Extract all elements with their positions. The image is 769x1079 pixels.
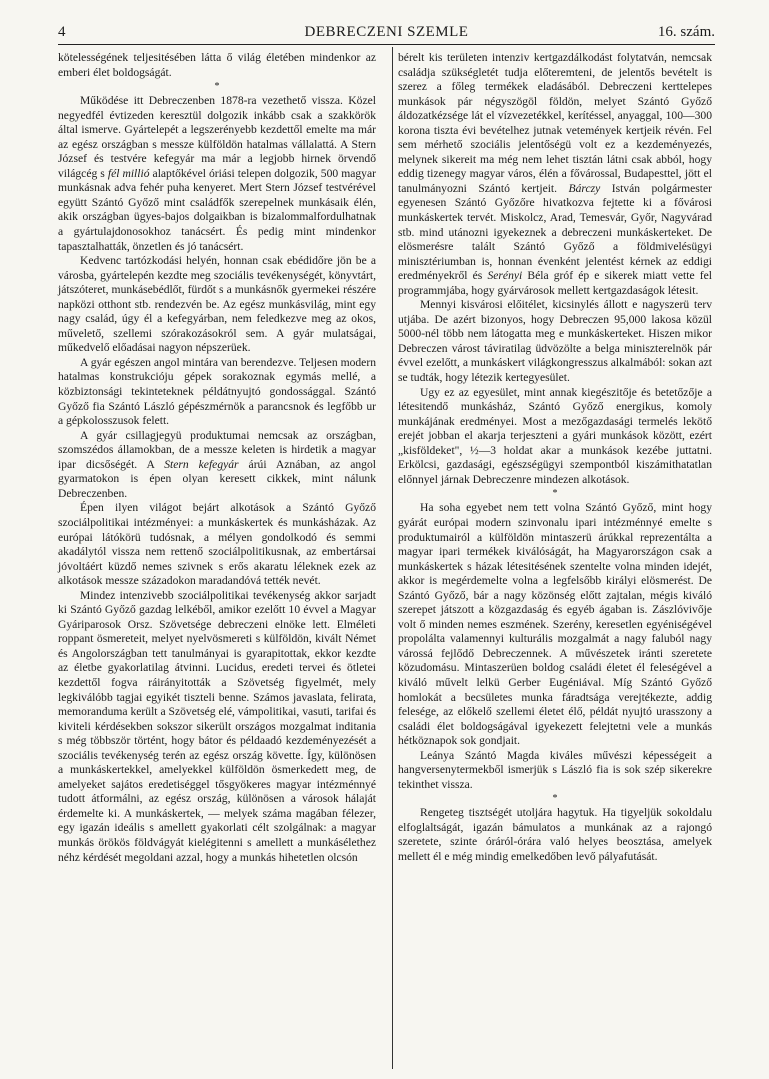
right-column: [398, 51, 712, 865]
paragraph: Ugy ez az egyesület, mint annak kiegészitője és betetőzője a létesitendő munkásház, Szántó Győző energikus, komoly munkájának eredményei. Most a mezőgazdasági termelés lekötő erejét jobban el akarja terjeszteni a gyári munkások között, ezért „kisföldeket", ½—3 holdat akar a munkások kezébe juttatni. Erkölcsi, gazdasági, egészségügyi szempontból kiszámithatatlan előnnyel járnak Debreczenre mindezen alkotások.: [398, 385, 712, 486]
column-divider: [392, 47, 393, 1069]
paragraph: A gyár csillagjegyü produktumai nemcsak az országban, szomszédos államokban, de a messze keleten is hirdetik a magyar ipar dicsőségét. A Stern kefegyár árúi Aznában, az angol gyarmatokon is épen olyan keresett cikkek, mint nálunk Debreczenben.: [58, 428, 376, 500]
journal-title: DEBRECZENI SZEMLE: [304, 24, 469, 40]
paragraph: Leánya Szántó Magda kiváles művészi képességeit a hangversenytermekből ismerjük s László fia is sok szép sikerekre tekinthet vissza.: [398, 748, 712, 791]
paragraph: A gyár egészen angol mintára van berendezve. Teljesen modern hatalmas konstrukcióju gépek sorakoznak egymás mellé, a közbiztonsági tekinteteknek példátnyujtó gondossággal. Szántó Győző fia Szántó László gépészmérnök a parancsnok és legfőbb ur a gépkolosszusok felett.: [58, 355, 376, 428]
paragraph: Működése itt Debreczenben 1878-ra vezethető vissza. Közel negyedfél évtizeden keresztül dolgozik inkább csak a szakkörök által ismerve. Gyártelepét a legszerényebb kezdettől emelte ma már az egész országban s messze külföldön hatalmas vállalattá. A Stern József és testvére kefegyár ma már a legjobb hirnek örvendő világcég s fél millió alaptőkével óriási telepen dolgozik, 500 magyar munkásnak adva fehér puha kenyeret. Mert Stern József testvérével együtt Szántó Győző mint családfők szerepelnek munkásaik élén, akik országban ügyes-bajos dolgaikban is bizalommalfordulhatnak a gyártulajdonosokhoz tanácsért. És pedig mint mindenkor tapasztalhatták, önzetlen és jó tanácsért.: [58, 94, 376, 253]
paragraph: Épen ilyen világot bejárt alkotások a Szántó Győző szociálpolitikai intézményei: a munkáskertek és munkásházak. Az európai látókörü tudósnak, a mélyen gondolkodó és semmi akadálytól vissza nem rettenő szociálpolitikusnak, az embertársai jóvoltáért küzdő nemes szivnek s erős akaratu léleknek ezek az alkotások messze századokon maradandóvá tették nevét.: [58, 501, 376, 588]
page-header: [58, 22, 715, 45]
paragraph: Mindez intenzivebb szociálpolitikai tevékenység akkor sarjadt ki Szántó Győző gazdag lelkéből, amikor ezelőtt 10 évvel a Magyar Gyáriparosok Orsz. Szövetsége debreczeni elnöke lett. Elméleti roppant ösmereteit, melyet nyelvösmereti s külföldön, kivált Német és Angolországban tett tanulmányai is gyarapitottak, ekkor kezdte az életbe gyakorlatilag átvinni. Lucidus, eredeti tervei és ötletei kezdettől fogva ráirányitották a Szövetség figyelmét, mely legkiválóbb tagjai egyikét tiszteli benne. Számos javaslata, felirata, memorandumа került a Szövetség elé, vámpolitikai, vasuti, tarifai és kiviteli kérdésekben sokszor sikerült országos mozgalmat inditania s még többször történt, hogy bátor és példaadó kezdeményezését a szociális tevékenység terén az egész ország követte. Így, különösen a munkáskertekkel, amelyekkel külföldön ösmerkedett meg, de amelyeket sajátos eredetiséggel tősgyökeres magyar intézménnyé tudott átformálni, az egész ország, különösen a városok hálaját érdemelte ki. A munkáskertek, — melyek száma magában félezer, egy igazán ideális s amellett gyakorlati célt szolgálnak: a magyar munkás örökös földvágyát kielégitenni s amellett a munkásélethez néhz kérdését megoldani azzal, hogy a munkás hihetetlen olcsón: [58, 588, 376, 864]
section-separator: *: [214, 81, 220, 93]
paragraph: Mennyi kisvárosi előitélet, kicsinylés állott e nagyszerü terv utjába. De azért bizonyos, hogy Debreczen 95,000 lakosa közül 5000-nél több nem látogatta meg e munkáskerteket. Hiszen mikor Debreczen várost táviratilag üdvözölte a belga miniszterelnök pár évvel ezelőtt, a munkáskert világkongresszus alkalmából: sokan azt se tudták, hogy létezik kertegyesület.: [398, 298, 712, 385]
section-separator: *: [552, 793, 558, 805]
page-number: 4: [58, 24, 66, 40]
paragraph: bérelt kis területen intenziv kertgazdálkodást folytatván, nemcsak családja szükségletét tudja előteremteni, de jelentős bevételt is szerez a főleg termékek eladásából. Debreczeni kerttelepes munkások pár négyszögöl földön, melyet Szántó Győző áldozatkézsége lát el vízvezetékkel, kerítéssel, anyaggal, 100—300 korona tiszta évi bevételhez jutnak vetemények kertjeik révén. Fel sem mérhető szociális jelentőségü volt ez a kezdeményezés, melynek sikereit ma még nem lehet tisztán látni csak abból, hogy eddig tizenegy magyar város, élén a fővárossal, Budapesttel, jött el tanulmányozni Szántó kertjeit. Bárczy István polgármester egyenesen Szántó Győzőre hivatkozva fejtette ki a fővárosi munkáskertek tervét. Miskolcz, Arad, Temesvár, Győr, Nagyvárad stb. mind utánozni igyekeznek a debreczeni munkáskerteket. De elösmerésre talált Szántó Győző a földmivelésügyi minisztériumban is, honnan évenként jelentést kérnek az eddigi eredményekről és Serényi Béla gróf ép e sikerek miatt vette fel programmjába, hogy gyárvárosok mellett kertgazdaságok létesit.: [398, 51, 712, 297]
paragraph: Kedvenc tartózkodási helyén, honnan csak ebédidőre jön be a városba, gyártelepén kezdte meg szociális tevékenységét, könyvtárt, játszóteret, munkásebédlőt, fürdőt s a munkásnők gyermekei részére napközi otthont stb. rendezvén be. Az egész munkásvilág, mint egy nagy család, úgy él a kefegyárban, nem feledkezve meg az okos, művelető, szellemi szórakozásokról sem. A gyár mulatságai, műkedvelő előadásai nagyon népszerüek.: [58, 254, 376, 355]
section-separator: *: [552, 488, 558, 500]
issue-number: 16. szám.: [657, 24, 715, 40]
paragraph: kötelességének teljesitésében látta ő világ életében mindenkor az emberi élet boldogságát.: [58, 51, 376, 79]
paragraph: Rengeteg tisztségét utoljára hagytuk. Ha tigyeljük sokoldalu elfoglaltságát, igazán bámulatos a munkának az a rajongó szeretete, szinte óráról-órára való helyes beosztása, amelyek mellett él e még mindig emelkedőben levő pályafutását.: [398, 806, 712, 863]
left-column: [58, 51, 376, 865]
paragraph: Ha soha egyebet nem tett volna Szántó Győző, mint hogy gyárát európai modern szinvonalu ipari intézménnyé emelte s produktumairól a külföldön mintaszerü árúkkal reprezentálta a magyar ipari termékek kiválóságát, ha Magyarországon csak a munkáskertek s házak létesitésének szentelte volna minden idejét, akkor is megérdemelte volna a legfelsőbb királyi elösmerést. De Szántó Győző, bár a nagy közönség előtt zajtalan, mégis kiváló szerepet játszott a közgazdaság és egyéb ágaban is. Zászlóvivője volt ő minden nemes eszmének. Szerény, keresetlen egyéniségével propolálta valamennyi kulturális mozgalmát a nagy faluból nagy várossá fejlődő Debreczennek. A művészetek iránti szeretete közudomásu. Mintaszerüen boldog családi életet él feleségével a kiváló művelt lelkü Gerber Eugéniával. Míg Szántó Győző homlokát a becsületes munka fáradtsága verejtékezte, addig felesége, az előkelő szellemi életet élő, példát nyujtó urasszony a családi élet boldogságával igyekezett felejtetni vele a munkás hétköznapok sok gondjait.: [398, 501, 712, 748]
